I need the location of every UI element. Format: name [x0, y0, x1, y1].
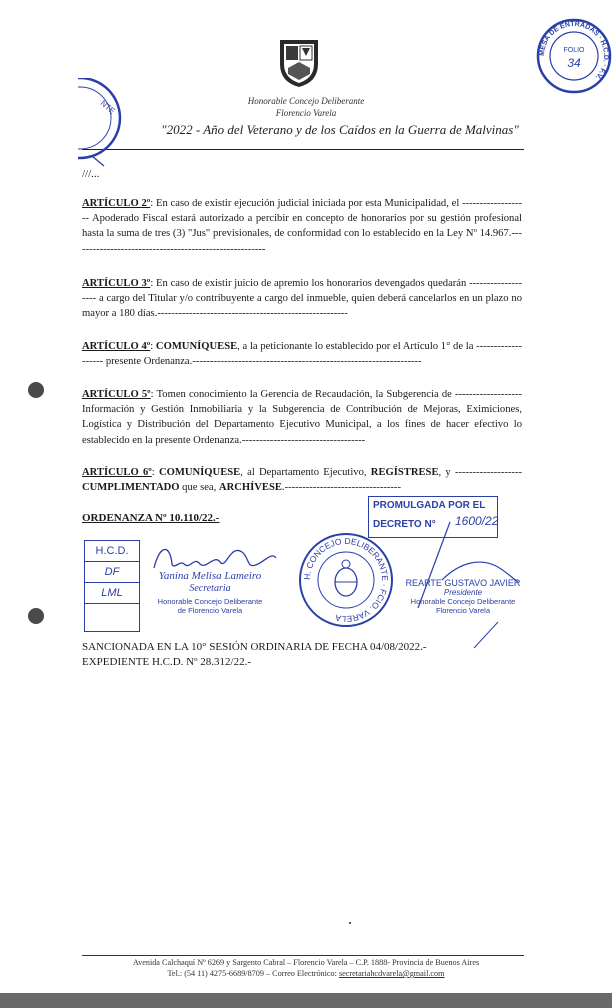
secretary-name: Yanina Melisa Lameiro: [158, 570, 262, 582]
secretary-org-2: de Florencio Varela: [177, 606, 243, 615]
scan-edge-bar: [0, 993, 612, 1008]
article-6-bold-3: CUMPLIMENTADO: [82, 482, 180, 494]
footer-contact: [0, 969, 612, 978]
president-org-2: Florencio Varela: [435, 606, 491, 615]
president-name: REARTE GUSTAVO JAVIER: [405, 578, 521, 588]
year-motto: "2022 - Año del Veterano y de los Caídos en la Guerra de Malvinas": [161, 122, 519, 137]
punch-hole-bottom: [28, 608, 44, 624]
decree-number: 1600/22: [455, 514, 499, 528]
article-5-label: ARTÍCULO 5º: [82, 389, 151, 400]
president-pen-stroke: [470, 620, 500, 650]
hcd-box-row-4: [85, 604, 139, 624]
folio-label: FOLIO: [563, 47, 585, 54]
article-5: [82, 387, 522, 448]
president-signature-block: [402, 578, 524, 615]
article-3-label: ARTÍCULO 3º: [82, 278, 151, 289]
article-6-bold-4: ARCHÍVESE: [218, 482, 282, 494]
secretary-role: Secretaria: [189, 583, 231, 594]
folio-number: 34: [567, 56, 581, 70]
institution-name: Honorable Concejo Deliberante: [247, 96, 365, 106]
promulgada-line-2: DECRETO N°: [373, 519, 436, 530]
mesa-stamp-text: MESA DE ENTRADAS · H.C.D. · F.V.: [538, 20, 610, 81]
article-6: ARTÍCULO 6º: COMUNÍQUESE, al Departamento Ejecutivo, REGÍSTRESE, y ------------------- CUMPLIMENTADO que sea, ARCHÍVESE.---------------------------------: [82, 467, 523, 494]
president-org-1: Honorable Concejo Deliberante: [410, 597, 516, 606]
article-6-label: ARTÍCULO 6º: [82, 467, 152, 478]
article-2-label: ARTÍCULO 2º: [82, 198, 151, 209]
secretary-org-1: Honorable Concejo Deliberante: [157, 597, 263, 606]
punch-hole-top: [28, 382, 44, 398]
hcd-box-row-3: LML: [85, 583, 139, 604]
round-seal-text: H. CONCEJO DELIBERANTE · FCIO. VARELA: [301, 535, 391, 625]
stray-mark: [349, 922, 351, 924]
ordinance-number: ORDENANZA Nº 10.110/22.-: [82, 512, 220, 524]
article-2: [82, 196, 522, 257]
hcd-round-seal: [296, 530, 396, 630]
mesa-entradas-stamp: [530, 14, 612, 98]
promulgada-line-1: PROMULGADA POR EL: [373, 500, 486, 511]
sanction-session: SANCIONADA EN LA 10° SESIÓN ORDINARIA DE FECHA 04/08/2022.-: [82, 641, 427, 653]
svg-text:H. CONCEJO DELIBERANTE · FCIO.: [302, 536, 390, 624]
hcd-box-row-2: DF: [85, 562, 139, 583]
article-2-text: : En caso de existir ejecución judicial iniciada por esta Municipalidad, el ------------------- Apoderado Fiscal estará autorizado a percibir en concepto de honorarios por su gestión profesional hasta la suma de tres (3) "Jus" previsionales, de conformidad con lo establecido en la Ley Nº 14.967.-------------------------------------------------------: [82, 198, 523, 255]
article-3-text: : En caso de existir juicio de apremio los honorarios devengados quedarán ------------------- a cargo del Titular y/o contribuyente a cargo del inmueble, quien deberá cancelarlos en un plazo no mayor a 180 días.------------------------------------------------------: [82, 278, 523, 320]
article-5-text: : Tomen conocimiento la Gerencia de Recaudación, la Subgerencia de ------------------- Información y Gestión Inmobiliaria y la Subgerencia de Contribución de Mejoras, Eximiciones, Logística y Distribución del Departamento Ejecutivo Municipal, a los fines de hacer efectivo lo establecido en la presente Ordenanza.-----------------------------------: [82, 389, 523, 446]
article-6-bold-2: REGÍSTRESE: [370, 467, 439, 478]
coat-of-arms-icon: [276, 38, 322, 88]
left-seal-fragment: [78, 78, 128, 168]
header-rule: [82, 149, 524, 150]
article-6-bold-1: COMUNÍQUESE: [158, 467, 241, 478]
left-seal-text: NTE: [98, 98, 117, 116]
footer-rule: [82, 955, 524, 956]
president-role: Presidente: [443, 588, 483, 597]
footer-phone: Tel.: (54 11) 4275-6689/8709 – Correo Electrónico:: [167, 969, 339, 978]
sanction-block: [82, 640, 427, 670]
article-4: ARTÍCULO 4º: COMUNÍQUESE, a la peticionante lo establecido por el Artículo 1° de la ------------------- presente Ordenanza.-----------------------------------------------------------------: [82, 341, 523, 368]
city-name: Florencio Varela: [275, 108, 337, 118]
article-4-text: , a la peticionante lo establecido por el Artículo 1° de la ------------------- presente Ordenanza.-----------------------------------------------------------------: [82, 341, 523, 368]
continuation-mark: ///...: [82, 168, 100, 180]
hcd-initials-box: [84, 540, 140, 632]
article-4-label: ARTÍCULO 4º: [82, 341, 151, 352]
footer-address: Avenida Calchaquí Nº 6269 y Sargento Cabral – Florencio Varela – C.P. 1888- Provincia de Buenos Aires: [132, 958, 480, 967]
footer-email-link[interactable]: secretariahcdvarela@gmail.com: [338, 969, 445, 978]
hcd-box-row-1: H.C.D.: [85, 541, 139, 562]
article-4-bold: COMUNÍQUESE: [155, 341, 238, 352]
sanction-expediente: EXPEDIENTE H.C.D. Nº 28.312/22.-: [82, 656, 252, 668]
article-3: [82, 276, 522, 322]
